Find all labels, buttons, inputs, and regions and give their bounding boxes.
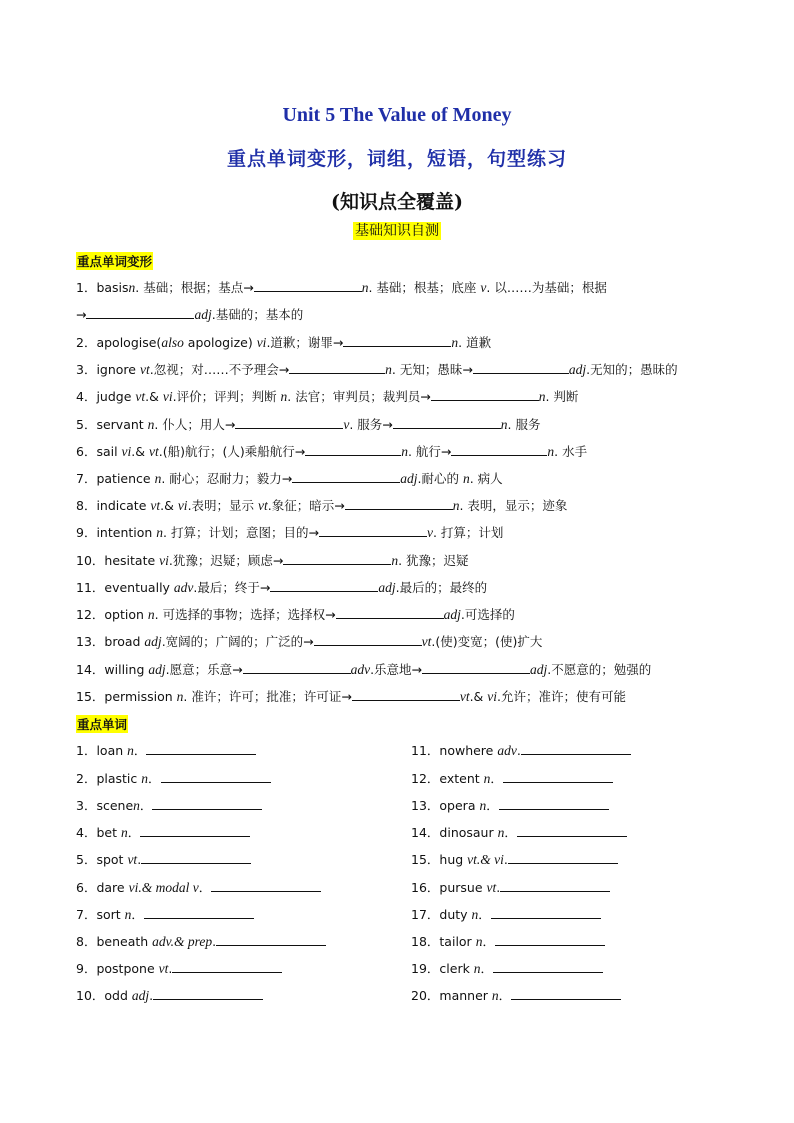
vocab-item: 14．dinosaur n． bbox=[411, 824, 627, 842]
answer-blank[interactable] bbox=[511, 989, 621, 1000]
exercise-line-2: 2．apologise(also apologize) vi.道歉；谢罪→ n. 道歉 bbox=[76, 335, 492, 350]
answer-blank[interactable] bbox=[235, 418, 343, 429]
vocab-item: 3．scenen． bbox=[76, 797, 262, 815]
section-heading-word-forms: 重点单词变形 bbox=[77, 254, 153, 269]
answer-blank[interactable] bbox=[161, 772, 271, 783]
answer-blank[interactable] bbox=[146, 744, 256, 755]
answer-blank[interactable] bbox=[243, 663, 351, 674]
vocab-item: 18．tailor n． bbox=[411, 933, 605, 951]
answer-blank[interactable] bbox=[521, 744, 631, 755]
exercise-line-7: 7．patience n. 耐心；忍耐力；毅力→ adj.耐心的 n. 病人 bbox=[76, 471, 503, 486]
exercise-line-4: 4．judge vt.& vi.评价；评判；判断 n. 法官；审判员；裁判员→ n. 判断 bbox=[76, 389, 579, 404]
vocab-item: 6．dare vi.& modal v． bbox=[76, 879, 321, 897]
exercise-line-3: 3．ignore vt.忽视；对……不予理会→ n. 无知；愚昧→ adj.无知的；愚昧的 bbox=[76, 362, 678, 377]
answer-blank[interactable] bbox=[343, 336, 451, 347]
vocab-item: 7．sort n． bbox=[76, 906, 254, 924]
exercise-line-9: 9．intention n. 打算；计划；意图；目的→ v. 打算；计划 bbox=[76, 525, 504, 540]
answer-blank[interactable] bbox=[141, 853, 251, 864]
answer-blank[interactable] bbox=[345, 499, 453, 510]
exercise-line-1: 1．basisn. 基础；根据；基点→ n. 基础；根基；底座 v. 以……为基础；根据 bbox=[76, 280, 607, 295]
vocab-item: 11．nowhere adv. bbox=[411, 742, 631, 760]
answer-blank[interactable] bbox=[319, 526, 427, 537]
answer-blank[interactable] bbox=[431, 390, 539, 401]
answer-blank[interactable] bbox=[270, 581, 378, 592]
answer-blank[interactable] bbox=[140, 826, 250, 837]
answer-blank[interactable] bbox=[153, 989, 263, 1000]
vocab-item: 17．duty n． bbox=[411, 906, 601, 924]
answer-blank[interactable] bbox=[305, 445, 401, 456]
answer-blank[interactable] bbox=[86, 308, 194, 319]
answer-blank[interactable] bbox=[500, 881, 610, 892]
answer-blank[interactable] bbox=[292, 472, 400, 483]
answer-blank[interactable] bbox=[172, 962, 282, 973]
exercise-line-14: 14．willing adj.愿意；乐意→ adv.乐意地→ adj.不愿意的；勉强的 bbox=[76, 662, 652, 677]
answer-blank[interactable] bbox=[517, 826, 627, 837]
answer-blank[interactable] bbox=[503, 772, 613, 783]
page-subtitle: 重点单词变形，词组，短语，句型练习 bbox=[226, 148, 567, 170]
vocab-item: 15．hug vt.& vi. bbox=[411, 851, 618, 869]
exercise-line-5: 5．servant n. 仆人；用人→ v. 服务→ n. 服务 bbox=[76, 417, 541, 432]
exercise-line-6: 6．sail vi.& vt.(船)航行；(人)乘船航行→ n. 航行→ n. 水手 bbox=[76, 444, 588, 459]
answer-blank[interactable] bbox=[283, 554, 391, 565]
vocab-item: 19．clerk n． bbox=[411, 960, 603, 978]
answer-blank[interactable] bbox=[216, 935, 326, 946]
answer-blank[interactable] bbox=[451, 445, 547, 456]
answer-blank[interactable] bbox=[473, 363, 569, 374]
vocab-item: 10．odd adj. bbox=[76, 987, 263, 1005]
answer-blank[interactable] bbox=[393, 418, 501, 429]
badge-wrap bbox=[0, 220, 794, 240]
self-test-badge: 基础知识自测 bbox=[355, 223, 439, 239]
answer-blank[interactable] bbox=[352, 690, 460, 701]
exercise-line-13: 13．broad adj.宽阔的；广阔的；广泛的→ vt.(使)变宽；(使)扩大 bbox=[76, 634, 543, 649]
answer-blank[interactable] bbox=[254, 281, 362, 292]
vocab-item: 13．opera n． bbox=[411, 797, 609, 815]
coverage-note: (知识点全覆盖) bbox=[331, 191, 463, 213]
section-heading-key-words: 重点单词 bbox=[77, 717, 128, 732]
vocab-item: 1．loan n． bbox=[76, 742, 256, 760]
answer-blank[interactable] bbox=[499, 799, 609, 810]
answer-blank[interactable] bbox=[493, 962, 603, 973]
answer-blank[interactable] bbox=[211, 881, 321, 892]
exercise-line-8: 8．indicate vt.& vi.表明；显示 vt.象征；暗示→ n. 表明，显示；迹象 bbox=[76, 498, 568, 513]
vocab-item: 20．manner n． bbox=[411, 987, 621, 1005]
answer-blank[interactable] bbox=[495, 935, 605, 946]
answer-blank[interactable] bbox=[336, 608, 444, 619]
exercise-line-1-cont: → adj.基础的；基本的 bbox=[76, 307, 304, 322]
answer-blank[interactable] bbox=[314, 635, 422, 646]
exercise-line-10: 10．hesitate vi.犹豫；迟疑；顾虑→ n. 犹豫；迟疑 bbox=[76, 553, 469, 568]
vocab-item: 9．postpone vt. bbox=[76, 960, 282, 978]
exercise-line-11: 11．eventually adv.最后；终于→ adj.最后的；最终的 bbox=[76, 580, 488, 595]
vocab-item: 4．bet n． bbox=[76, 824, 250, 842]
answer-blank[interactable] bbox=[152, 799, 262, 810]
exercise-line-15: 15．permission n. 准许；许可；批准；许可证→ vt.& vi.允许；准许；使有可能 bbox=[76, 689, 627, 704]
vocab-item: 2．plastic n． bbox=[76, 770, 271, 788]
answer-blank[interactable] bbox=[508, 853, 618, 864]
answer-blank[interactable] bbox=[289, 363, 385, 374]
answer-blank[interactable] bbox=[491, 908, 601, 919]
page-title: Unit 5 The Value of Money bbox=[282, 104, 512, 126]
vocab-item: 12．extent n． bbox=[411, 770, 613, 788]
answer-blank[interactable] bbox=[422, 663, 530, 674]
vocab-item: 8．beneath adv.& prep. bbox=[76, 933, 326, 951]
answer-blank[interactable] bbox=[144, 908, 254, 919]
exercise-line-12: 12．option n. 可选择的事物；选择；选择权→ adj.可选择的 bbox=[76, 607, 515, 622]
vocab-item: 5．spot vt. bbox=[76, 851, 251, 869]
vocab-item: 16．pursue vt. bbox=[411, 879, 610, 897]
